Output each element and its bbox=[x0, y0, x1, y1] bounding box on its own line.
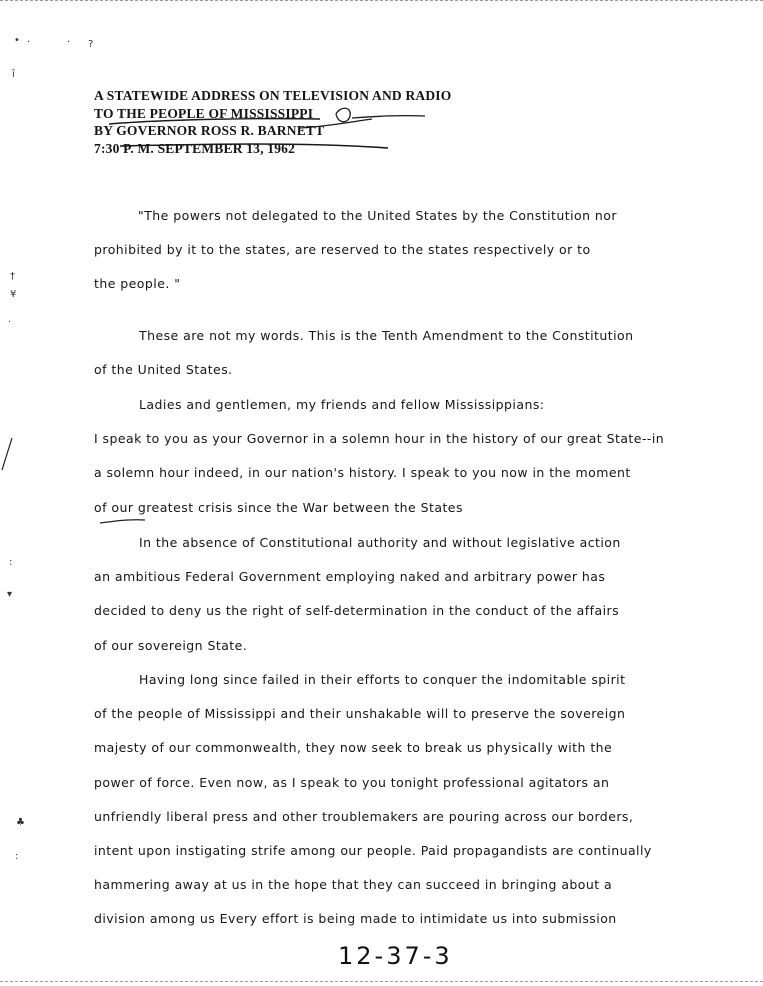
speck: ī bbox=[12, 69, 15, 80]
heading-line-4: 7:30 P. M. SEPTEMBER 13, 1962 bbox=[94, 140, 296, 156]
heading-line-2: TO THE PEOPLE OF MISSISSIPPI bbox=[94, 105, 314, 121]
body-line-20: hammering away at us in the hope that they can succeed in bringing about a bbox=[94, 877, 613, 892]
body-line-2: prohibited by it to the states, are reserved to the states respectively or to bbox=[94, 242, 591, 257]
speck: · bbox=[27, 37, 31, 48]
body-line-1: "The powers not delegated to the United States by the Constitution nor bbox=[138, 208, 617, 223]
body-line-15: of the people of Mississippi and their unshakable will to preserve the sovereign bbox=[94, 706, 626, 721]
body-line-9: of our greatest crisis since the War between the States bbox=[94, 500, 463, 515]
body-line-4: These are not my words. This is the Tenth Amendment to the Constitution bbox=[139, 328, 634, 343]
body-line-18: unfriendly liberal press and other troublemakers are pouring across our borders, bbox=[94, 809, 634, 824]
handwritten-document-number: 12-37-3 bbox=[338, 942, 453, 970]
heading-line-3: BY GOVERNOR ROSS R. BARNETT bbox=[94, 123, 325, 138]
body-line-12: decided to deny us the right of self-determination in the conduct of the affairs bbox=[94, 603, 620, 618]
body-line-17: power of force. Even now, as I speak to you tonight professional agitators an bbox=[94, 775, 610, 790]
underline-governor-mark bbox=[109, 119, 320, 124]
body-line-16: majesty of our commonwealth, they now seek to break us physically with the bbox=[94, 740, 613, 755]
body-line-11: an ambitious Federal Government employing naked and arbitrary power has bbox=[94, 569, 606, 584]
speck: † bbox=[10, 271, 15, 282]
speck: : bbox=[15, 851, 19, 862]
body-line-19: intent upon instigating strife among our people. Paid propagandists are continually bbox=[94, 843, 652, 858]
speck: ▾ bbox=[7, 589, 13, 600]
speck: ¥ bbox=[10, 289, 17, 300]
body-line-3: the people. " bbox=[94, 276, 181, 291]
margin-slash-mark bbox=[2, 438, 12, 470]
body-line-5: of the United States. bbox=[94, 362, 233, 377]
body-line-7: I speak to you as your Governor in a solemn hour in the history of our great State--in bbox=[94, 431, 665, 446]
body-line-21: division among us Every effort is being made to intimidate us into submission bbox=[94, 911, 617, 926]
underline-our-mark bbox=[100, 520, 145, 523]
body-line-10: In the absence of Constitutional authority and without legislative action bbox=[139, 535, 621, 550]
body-line-14: Having long since failed in their efforts to conquer the indomitable spirit bbox=[139, 672, 626, 687]
body-line-6: Ladies and gentlemen, my friends and fellow Mississippians: bbox=[139, 397, 545, 412]
speck: · bbox=[67, 37, 71, 48]
body-line-13: of our sovereign State. bbox=[94, 638, 248, 653]
speck: · bbox=[8, 317, 12, 328]
name-correction-scribble-mark bbox=[300, 108, 425, 128]
speck: • bbox=[14, 35, 20, 46]
speck: ♣ bbox=[16, 817, 25, 828]
speck: ? bbox=[88, 39, 94, 50]
heading-line-1: A STATEWIDE ADDRESS ON TELEVISION AND RADIO bbox=[94, 88, 452, 103]
bottom-dashed-rule bbox=[0, 981, 763, 984]
speck: : bbox=[9, 557, 13, 568]
body-line-8: a solemn hour indeed, in our nation's history. I speak to you now in the moment bbox=[94, 465, 631, 480]
strikethrough-date-mark bbox=[120, 144, 388, 148]
